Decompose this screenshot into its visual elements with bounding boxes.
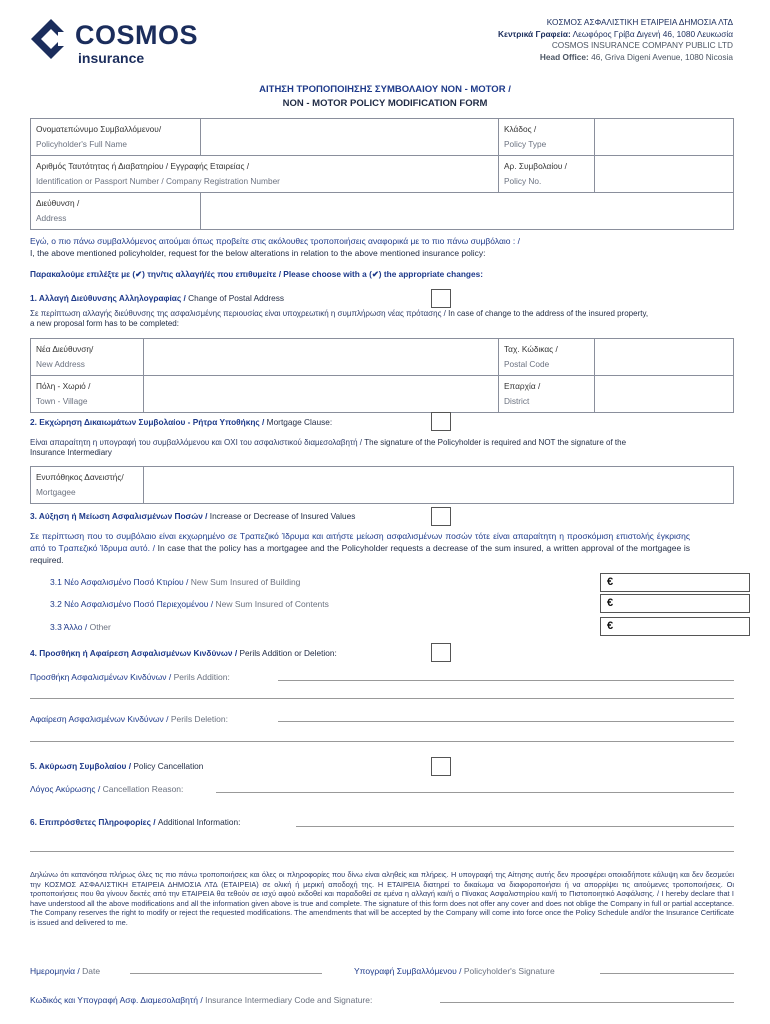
address-label: Διεύθυνση / Address (31, 193, 201, 230)
date-label: Ημερομηνία / Date (30, 966, 101, 976)
sum-other-label: 3.3 Άλλο / Other (50, 622, 111, 632)
perils-deletion-line-2[interactable] (30, 741, 734, 742)
sum-other-field[interactable]: € (600, 617, 750, 636)
choose-instructions: Παρακαλούμε επιλέξτε με (✔) την/τις αλλαγή/ές που επιθυμείτε / Please choose with a (✔) the appropriate changes: (30, 269, 483, 279)
policy-type-field[interactable] (595, 119, 734, 156)
intermediary-label: Κωδικός και Υπογραφή Ασφ. Διαμεσολαβητή / Insurance Intermediary Code and Signature: (30, 995, 373, 1005)
new-address-field[interactable] (144, 339, 499, 376)
company-info (498, 17, 733, 63)
section-5-checkbox[interactable] (431, 757, 451, 776)
additional-info-line-2[interactable] (30, 851, 734, 852)
sum-contents-field[interactable]: € (600, 594, 750, 613)
section-1-title: 1. Αλλαγή Διεύθυνσης Αλληλογραφίας / Change of Postal Address (30, 293, 285, 303)
town-label: Πόλη - Χωριό / Town - Village (31, 376, 144, 413)
id-number-field[interactable]: Αριθμός Ταυτότητας ή Διαβατηρίου / Εγγραφής Εταιρείας / Identification or Passport Number / Company Registration Number (31, 156, 499, 193)
cancellation-reason-label: Λόγος Ακύρωσης / Cancellation Reason: (30, 784, 184, 794)
en-company-name: COSMOS INSURANCE COMPANY PUBLIC LTD (551, 40, 733, 50)
section-3-checkbox[interactable] (431, 507, 451, 526)
intro-text: Εγώ, ο πιο πάνω συμβαλλόμενος αιτούμαι όπως προβείτε στις ακόλουθες τροποποιήσεις αναφορικά με το πιο πάνω συμβόλαιο : / I, the above mentioned policyholder, request for the below alterations in relation to the above mentioned insurance policy: (30, 236, 520, 258)
gr-head-office: Κεντρικά Γραφεία: Λεωφόρος Γρίβα Διγενή 46, 1080 Λευκωσία (498, 28, 733, 39)
section-2-note: Είναι απαραίτητη η υπογραφή του συμβαλλόμενου και ΟΧΙ του ασφαλιστικού διαμεσολαβητή / The signature of the Policyholder is required and NOT the signature of the Insurance Intermediary (30, 438, 627, 457)
class-label: Κλάδος / Policy Type (499, 119, 595, 156)
additional-info-line[interactable] (296, 826, 734, 827)
section-3-title: 3. Αύξηση ή Μείωση Ασφαλισμένων Ποσών / Increase or Decrease of Insured Values (30, 511, 356, 521)
date-line[interactable] (130, 973, 322, 974)
section-1-checkbox[interactable] (431, 289, 451, 308)
new-address-label: Νέα Διεύθυνση/ New Address (31, 339, 144, 376)
logo-sub-text: insurance (78, 50, 145, 66)
section-2-title: 2. Εκχώρηση Δικαιωμάτων Συμβολαίου - Ρήτρα Υποθήκης / Mortgage Clause: (30, 417, 333, 427)
holder-name-field[interactable] (201, 119, 499, 156)
form-title-gr: ΑΙΤΗΣΗ ΤΡΟΠΟΠΟΙΗΣΗΣ ΣΥΜΒΟΛΑΙΟΥ NON - MOTOR / (259, 84, 511, 95)
policyholder-signature-label: Υπογραφή Συμβαλλόμενου / Policyholder's Signature (354, 966, 555, 976)
en-head-office: Head Office: 46, Griva Digeni Avenue, 1080 Nicosia (539, 51, 733, 62)
section-3-note: Σε περίπτωση που το συμβόλαιο είναι εκχωρημένο σε Τραπεζικό Ίδρυμα και αιτήστε μείωση ασφαλισμένων ποσών τότε είναι απαραίτητη η προσκόμιση επιστολής έγκρισης από το Τραπεζικό Ίδρυμα αυτό. / In case that the policy has a mortgagee and the Policyholder requests a decrease of the sum insured, a written approval of the mortgagee is required. (30, 531, 690, 565)
perils-addition-label: Προσθήκη Ασφαλισμένων Κινδύνων / Perils Addition: (30, 672, 230, 682)
perils-addition-line-2[interactable] (30, 698, 734, 699)
policyholder-info-table (30, 118, 734, 230)
district-field[interactable] (595, 376, 734, 413)
form-title-en: NON - MOTOR POLICY MODIFICATION FORM (282, 98, 488, 109)
policyholder-signature-line[interactable] (600, 973, 734, 974)
section-1-note: Σε περίπτωση αλλαγής διεύθυνσης της ασφαλισμένης περιουσίας είναι υποχρεωτική η συμπλήρωση νέας πρότασης / In case of change to the address of the insured property, a new proposal form has to be completed: (30, 309, 649, 328)
section-4-checkbox[interactable] (431, 643, 451, 662)
perils-deletion-line[interactable] (278, 721, 734, 722)
mortgagee-table (30, 466, 734, 504)
holder-label: Ονοματεπώνυμο Συμβαλλόμενου/ Policyholder's Full Name (31, 119, 201, 156)
policy-no-label: Αρ. Συμβολαίου / Policy No. (499, 156, 595, 193)
gr-company-name: ΚΟΣΜΟΣ ΑΣΦΑΛΙΣΤΙΚΗ ΕΤΑΙΡΕΙΑ ΔΗΜΟΣΙΑ ΛΤΔ (546, 17, 733, 27)
declaration-text: Δηλώνω ότι κατανόησα πλήρως όλες τις πιο πάνω τροποποιήσεις και όλες οι πληροφορίες που δίνω είναι αληθείς και πλήρεις. Η υπογραφή της Αίτησης αυτής δεν προσφέρει οποιαδήποτε κάλυψη και δεν δεσμεύει την ΚΟΣΜΟΣ ΑΣΦΑΛΙΣΤΙΚΗ ΕΤΑΙΡΕΙΑ ΔΗΜΟΣΙΑ ΛΤΔ (ΕΤΑΙΡΕΙΑ) σε ολική ή μερική αποδοχή της. Η ΕΤΑΙΡΕΙΑ διατηρεί το δικαίωμα να διαφοροποιήσει ή να απορρίψει τις αιτούμενες τροποποιήσεις. Οι τροποποιήσεις που θα γίνουν δεκτές από την ΕΤΑΙΡΕΙΑ θα τεθούν σε ισχύ αφού εκδοθεί και παραδοθεί σε εμένα η αλλαγή και/ή ο Πίνακας Ασφαλιστηρίου και/ή το Πιστοποιητικό Ασφάλισης. / I hereby declare that I have understood all the above modifications and all the information given above is true and complete. The signature of this form does not offer any cover and does not oblige the Company in full or partial acceptance. The Company reserves the right to modify or reject the requested modifications. The amendments that will be accepted by the Company will come into force once the Policy Schedule and/or the Insurance Certificate is issued and delivered to me. (30, 870, 734, 927)
cosmos-logo-mark-icon (30, 18, 72, 60)
section-6-title: 6. Επιπρόσθετες Πληροφορίες / Additional Information: (30, 817, 241, 827)
intermediary-line[interactable] (440, 1002, 734, 1003)
sum-building-field[interactable]: € (600, 573, 750, 592)
logo-main-text: COSMOS (75, 20, 199, 50)
section-4-title: 4. Προσθήκη ή Αφαίρεση Ασφαλισμένων Κινδύνων / Perils Addition or Deletion: (30, 648, 337, 658)
mortgagee-label: Ενυπόθηκος Δανειστής/ Mortgagee (31, 467, 144, 504)
sum-contents-label: 3.2 Νέο Ασφαλισμένο Ποσό Περιεχομένου / New Sum Insured of Contents (50, 599, 329, 609)
address-field[interactable] (201, 193, 734, 230)
district-label: Επαρχία / District (499, 376, 595, 413)
mortgagee-field[interactable] (144, 467, 734, 504)
town-field[interactable] (144, 376, 499, 413)
perils-deletion-label: Αφαίρεση Ασφαλισμένων Κινδύνων / Perils Deletion: (30, 714, 228, 724)
postal-code-field[interactable] (595, 339, 734, 376)
cancellation-reason-line[interactable] (216, 792, 734, 793)
sum-building-label: 3.1 Νέο Ασφαλισμένο Ποσό Κτιρίου / New Sum Insured of Building (50, 577, 301, 587)
policy-no-field[interactable] (595, 156, 734, 193)
postal-code-label: Ταχ. Κώδικας / Postal Code (499, 339, 595, 376)
new-address-table (30, 338, 734, 413)
section-2-checkbox[interactable] (431, 412, 451, 431)
section-5-title: 5. Ακύρωση Συμβολαίου / Policy Cancellation (30, 761, 204, 771)
perils-addition-line[interactable] (278, 680, 734, 681)
